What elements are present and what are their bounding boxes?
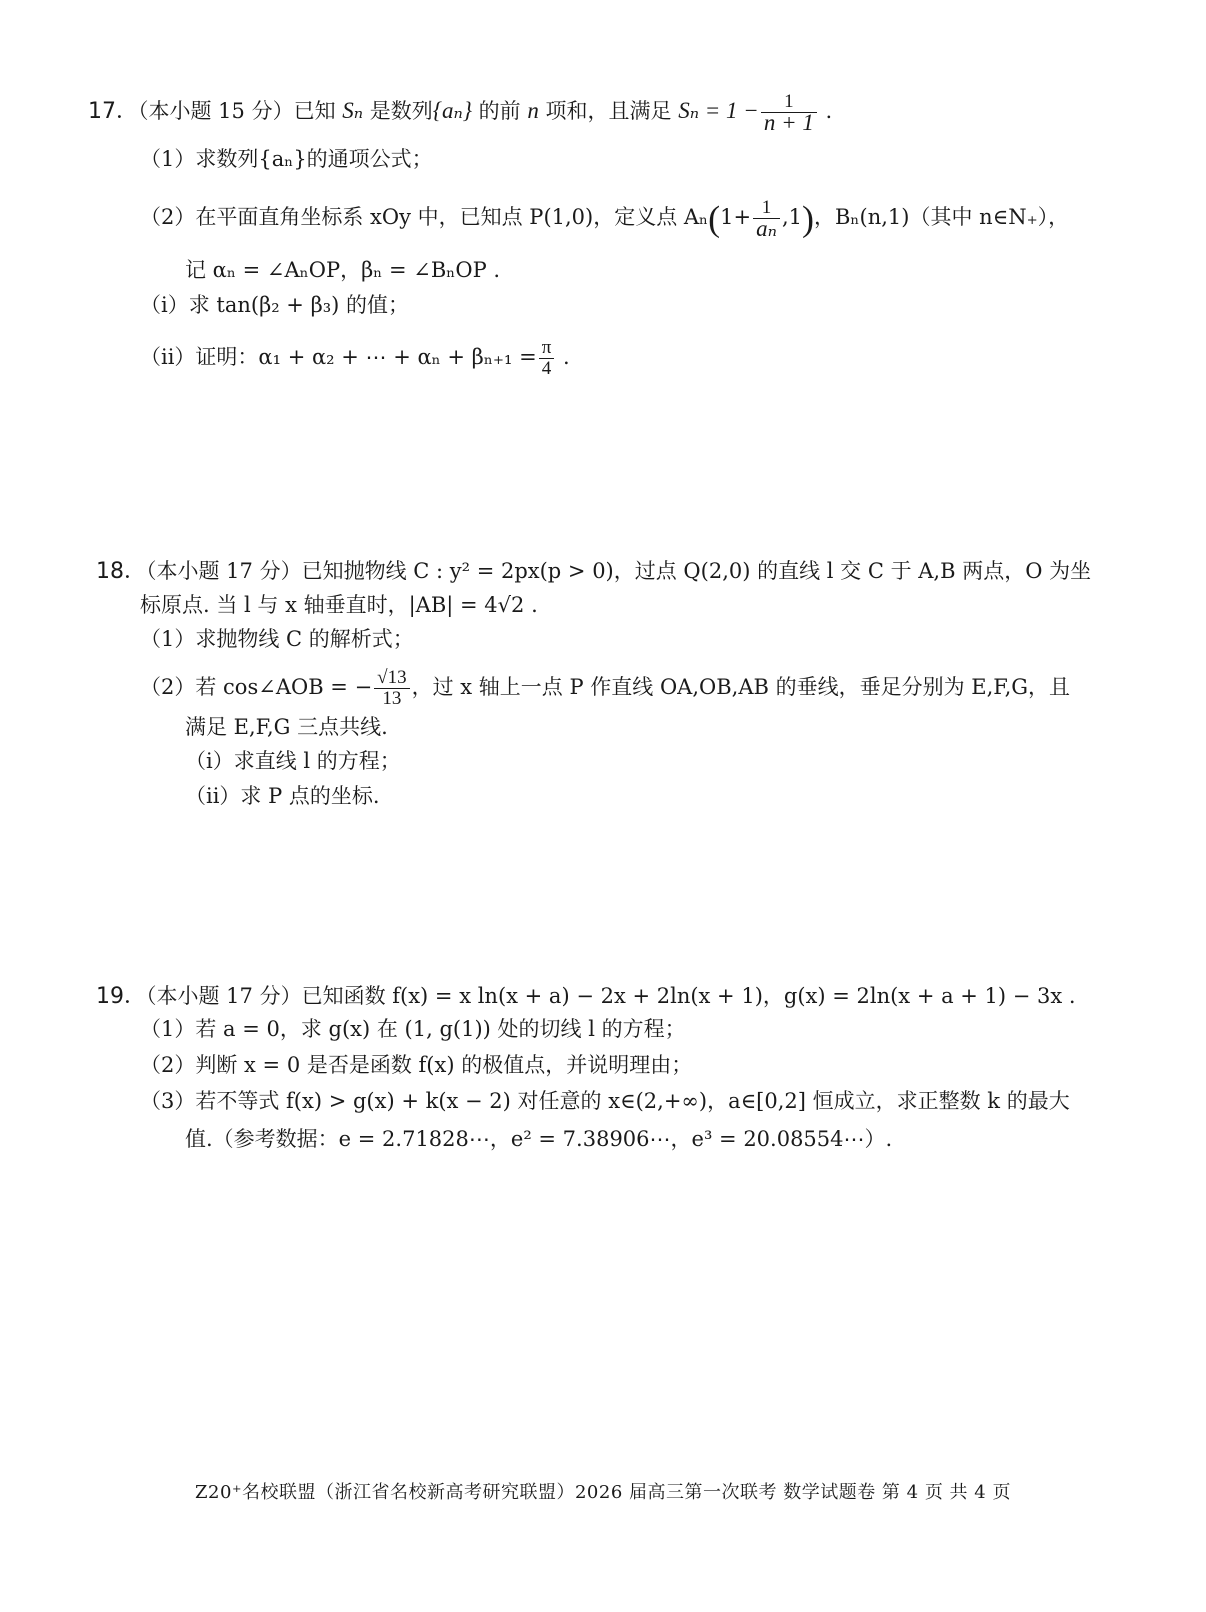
q18-stem-line1: 18．（本小题 17 分）已知抛物线 C : y² = 2px(p > 0)，过点 Q(2,0) 的直线 l 交 C 于 A,B 两点，O 为坐 xyxy=(96,559,1092,584)
q17-number: 17． xyxy=(88,99,138,124)
q17-part2-ii: （ii）证明：α₁ + α₂ + ⋯ + αₙ + βₙ₊₁ = $\frac{\pi}{4}$ . xyxy=(140,337,570,379)
q17-fraction: $\frac{1}{n + 1}$ xyxy=(761,92,817,133)
q18-part2-ii: （ii）求 P 点的坐标. xyxy=(185,784,380,808)
q17-part2: （2）在平面直角坐标系 xOy 中，已知点 P(1,0)，定义点 Aₙ(1+ $\frac{1}{\text{aₙ}}$ ,1)，Bₙ(n,1)（其中 n∈N₊）， xyxy=(140,197,1070,241)
q19-number: 19． xyxy=(96,984,146,1009)
q17-pi-fraction: $\frac{\pi}{4}$ xyxy=(539,338,555,379)
page-footer: Z20⁺名校联盟（浙江省名校新高考研究联盟）2026 届高三第一次联考 数学试题卷 第 4 页 共 4 页 xyxy=(195,1482,1011,1503)
q17-part2-definition: 记 αₙ = ∠AₙOP，βₙ = ∠BₙOP . xyxy=(185,258,501,282)
q17-part2-fraction: $\frac{1}{\text{aₙ}}$ xyxy=(753,198,780,239)
q18-stem-line2: 标原点. 当 l 与 x 轴垂直时，|AB| = 4√2 . xyxy=(140,593,538,617)
q18-cos-fraction: $\frac{√13}{13}$ xyxy=(374,668,409,709)
q18-part2: （2）若 cos∠AOB = − $\frac{√13}{13}$ ，过 x 轴上一点 P 作直线 OA,OB,AB 的垂线，垂足分别为 E,F,G，且 xyxy=(140,667,1071,709)
q18-part2-i: （i）求直线 l 的方程； xyxy=(185,749,401,773)
q17-part1: （1）求数列{aₙ}的通项公式； xyxy=(140,147,433,171)
q17-stem: 17．（本小题 15 分）已知 Sₙ 是数列{aₙ} 的前 n 项和，且满足 Sₙ = 1 − $\frac{1}{n + 1}$ . xyxy=(88,91,833,135)
q19-part2: （2）判断 x = 0 是否是函数 f(x) 的极值点，并说明理由； xyxy=(140,1053,693,1077)
q18-part2-condition: 满足 E,F,G 三点共线. xyxy=(185,715,388,739)
q19-stem: 19．（本小题 17 分）已知函数 f(x) = x ln(x + a) − 2x + 2ln(x + 1)，g(x) = 2ln(x + a + 1) − 3x . xyxy=(96,984,1076,1009)
q18-number: 18． xyxy=(96,559,146,584)
q19-part3-line1: （3）若不等式 f(x) > g(x) + k(x − 2) 对任意的 x∈(2,+∞)，a∈[0,2] 恒成立，求正整数 k 的最大 xyxy=(140,1089,1070,1113)
q19-part1: （1）若 a = 0，求 g(x) 在 (1, g(1)) 处的切线 l 的方程； xyxy=(140,1017,686,1041)
q17-part2-i: （i）求 tan(β₂ + β₃) 的值； xyxy=(140,293,410,317)
q18-part1: （1）求抛物线 C 的解析式； xyxy=(140,627,414,651)
q19-part3-line2: 值.（参考数据：e = 2.71828⋯，e² = 7.38906⋯，e³ = 20.08554⋯）. xyxy=(185,1127,893,1151)
